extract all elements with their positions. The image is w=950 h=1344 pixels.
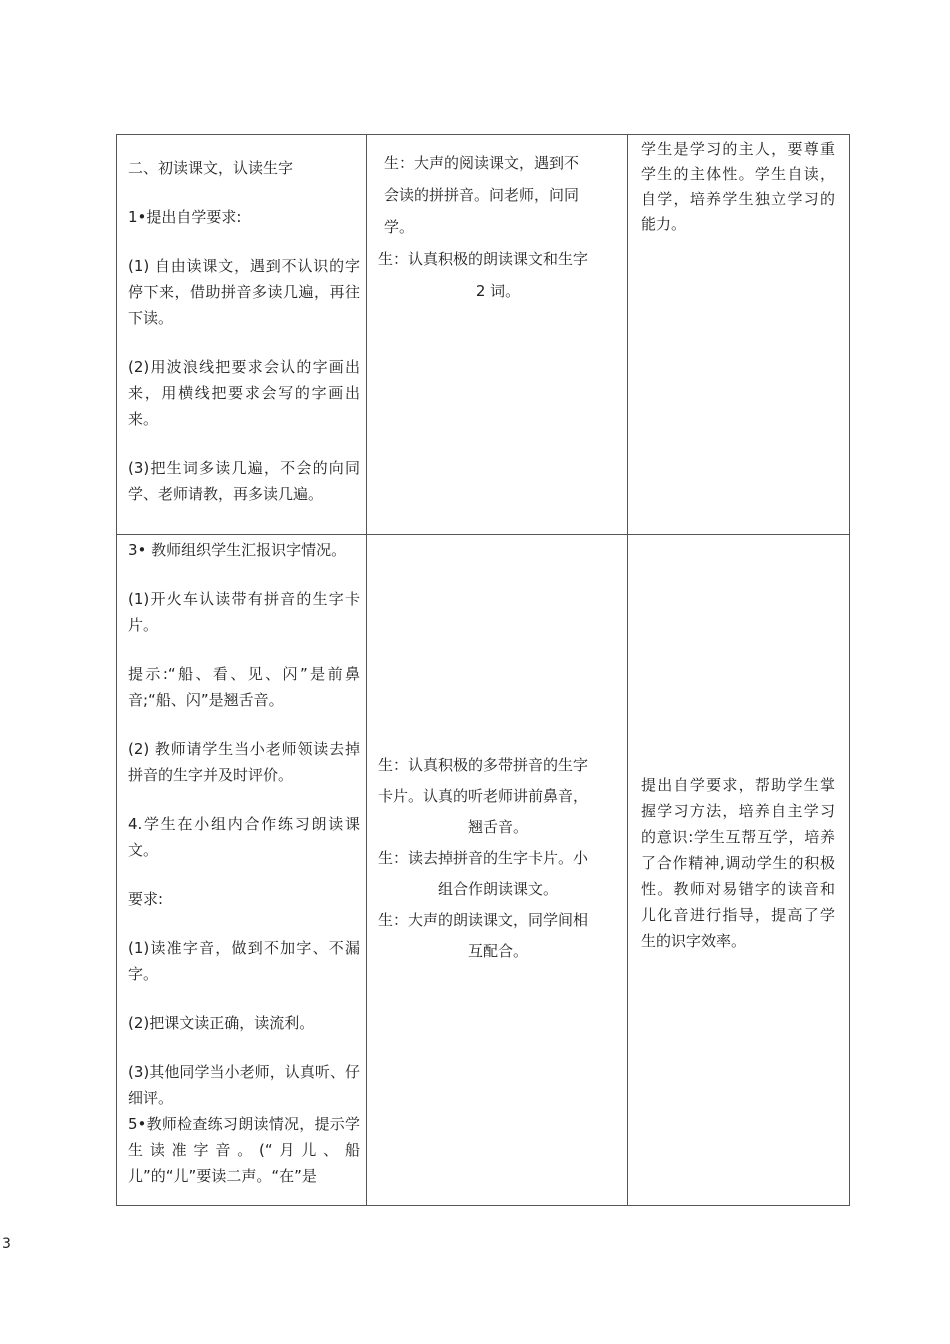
- step-5: 5•教师检查练习朗读情况，提示学生读准字音。(“月儿、船儿”的“儿”要读二声。“在”是: [128, 1115, 360, 1185]
- step-1-heading: 1•提出自学要求:: [128, 208, 242, 226]
- design-intent-text: 提出自学要求，帮助学生掌握学习方法，培养自主学习的意识:学生互帮互学，培养了合作精神,调动学生的积极性。教师对易错字的读音和儿化音进行指导，提高了学生的识字效率。: [641, 776, 835, 950]
- step-3: 3• 教师组织学生汇报识字情况。: [128, 541, 347, 559]
- design-intent-text: 学生是学习的主人，要尊重学生的主体性。学生自读，自学，培养学生独立学习的能力。: [641, 140, 835, 233]
- student-line: 会读的拼拼音。问老师，问同: [384, 186, 580, 204]
- page-number: 3: [2, 1236, 11, 1252]
- table-border-right: [849, 134, 850, 1206]
- table-border-top: [116, 134, 850, 135]
- student-line: 卡片。认真的听老师讲前鼻音，: [378, 787, 589, 805]
- lesson-table: [116, 134, 850, 1206]
- row1-teacher-activity: [128, 155, 360, 530]
- pronunciation-hint: 提示:“船、看、见、闪”是前鼻音;“船、闪”是翘舌音。: [128, 665, 360, 709]
- step-4: 4.学生在小组内合作练习朗读课文。: [128, 815, 360, 859]
- student-line: 2 词。: [475, 282, 521, 300]
- requirements-label: 要求:: [128, 890, 164, 908]
- step-4-req-1: (1)读准字音，做到不加字、不漏字。: [128, 939, 360, 983]
- student-line: 生：读去掉拼音的生字卡片。小: [378, 849, 589, 867]
- row1-design-intent: [641, 137, 835, 527]
- table-border-left: [116, 134, 117, 1206]
- row-divider: [116, 534, 850, 535]
- step-4-req-3: (3)其他同学当小老师，认真听、仔细评。: [128, 1063, 360, 1107]
- row2-teacher-activity: [128, 537, 360, 1203]
- student-line: 翘舌音。: [467, 818, 528, 836]
- student-line: 组合作朗读课文。: [437, 880, 558, 898]
- student-line: 生：大声的朗读课文，同学间相: [378, 911, 589, 929]
- student-line: 生：认真积极的朗读课文和生字: [378, 250, 589, 268]
- step-3-item-1: (1)开火车认读带有拼音的生字卡片。: [128, 590, 360, 634]
- step-3-item-2: (2) 教师请学生当小老师领读去掉拼音的生字并及时评价。: [128, 740, 360, 784]
- column-divider-2: [627, 134, 628, 1206]
- student-line: 生：认真积极的多带拼音的生字: [378, 756, 589, 774]
- requirement-3: (3)把生词多读几遍，不会的向同学、老师请教，再多读几遍。: [128, 459, 360, 503]
- requirement-2: (2)用波浪线把要求会认的字画出来，用横线把要求会写的字画出来。: [128, 358, 360, 428]
- row2-student-activity: [378, 750, 618, 1050]
- row2-design-intent: [641, 772, 835, 1012]
- student-line: 学。: [384, 218, 415, 236]
- section-heading: 二、初读课文，认读生字: [128, 159, 294, 177]
- table-border-bottom: [116, 1205, 850, 1206]
- student-line: 互配合。: [467, 942, 528, 960]
- row1-student-activity: [378, 147, 618, 527]
- step-4-req-2: (2)把课文读正确，读流利。: [128, 1014, 315, 1032]
- student-line: 生：大声的阅读课文，遇到不: [384, 154, 580, 172]
- requirement-1: (1) 自由读课文，遇到不认识的字停下来，借助拼音多读几遍，再往下读。: [128, 257, 360, 327]
- column-divider-1: [366, 134, 367, 1206]
